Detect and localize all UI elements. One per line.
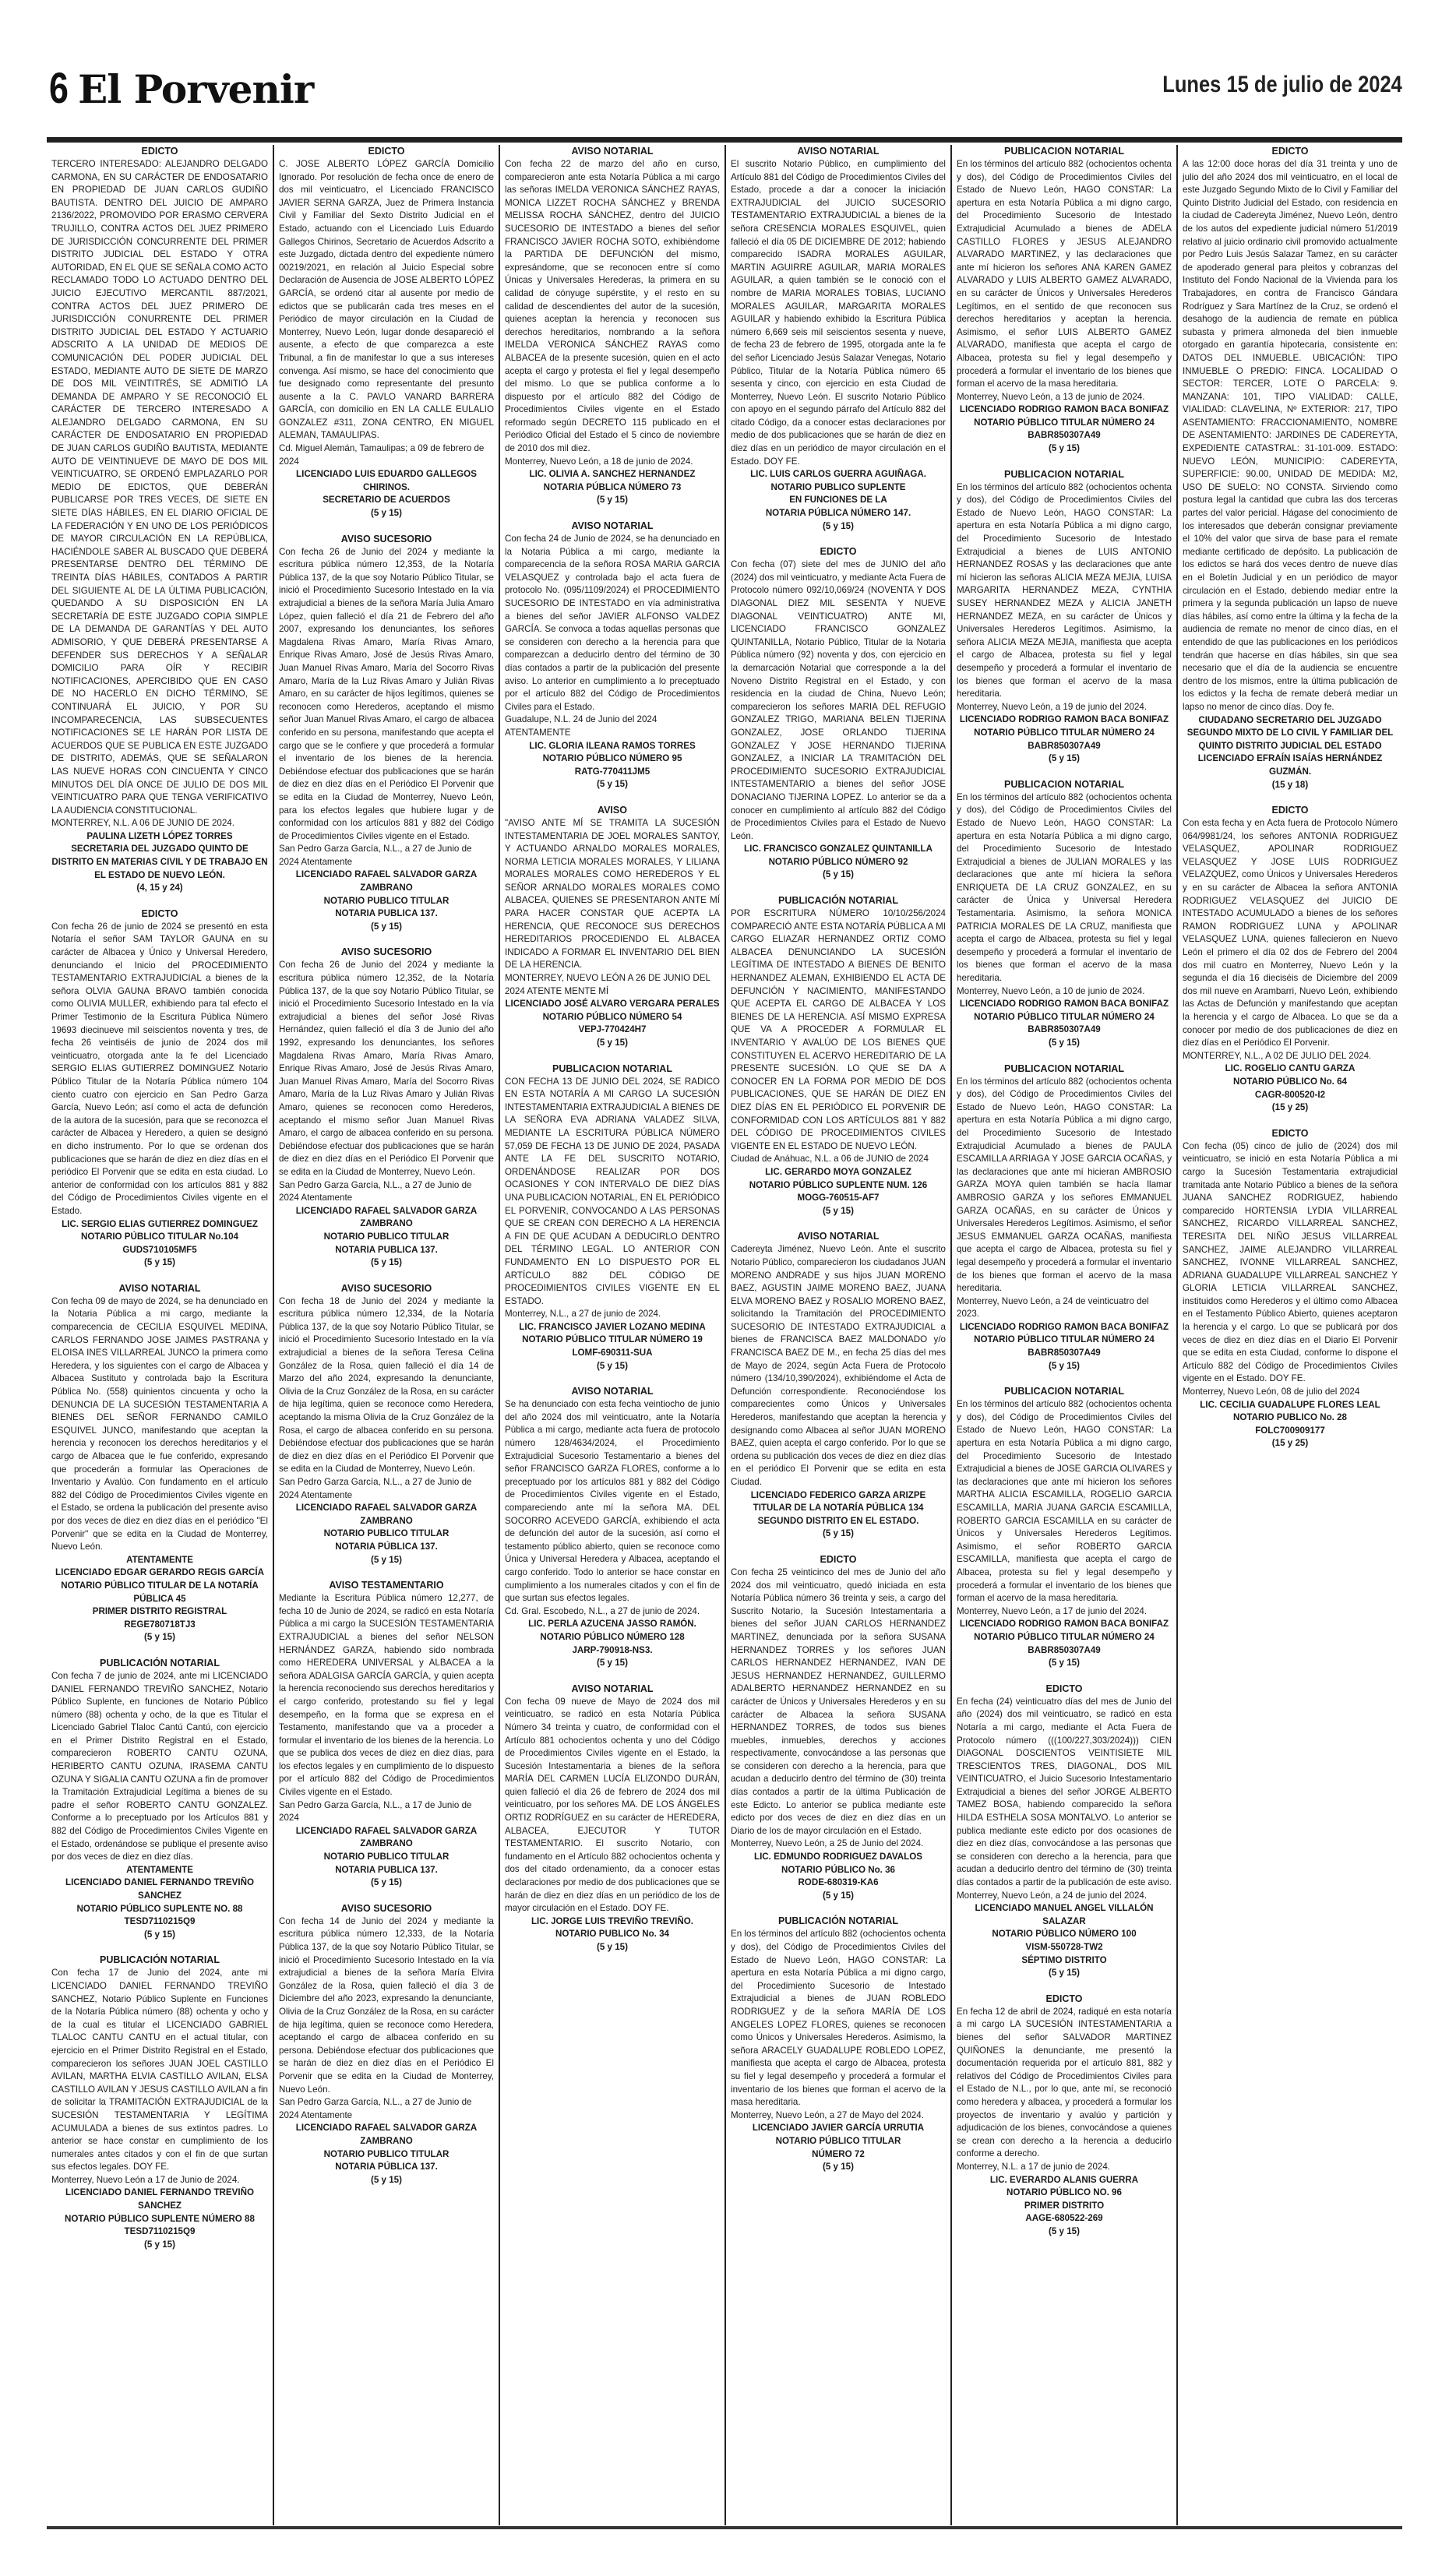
notice-signature-line: RODE-680319-KA6 xyxy=(798,1877,879,1888)
notice-body: CON FECHA 13 DE JUNIO DEL 2024, SE RADICO EN ESTA NOTARÍA A MI CARGO LA SUCESIÓN INTESTAMENTARIA EXTRAJUDICIAL A BIENES DE LA SEÑORA EVA ADRIANA VALADEZ SILVA, MEDIANTE LA ESCRITURA PÚBLICA NÚMERO 57,059 DE FECHA 13 DE JUNIO DE 2024, PASADA ANTE LA FE DEL SUSCRITO NOTARIO, ORDENÁNDOSE REALIZAR POR DOS OCASIONES Y CON INTERVALO DE DIEZ DÍAS UNA PUBLICACION NOTARIAL, EN EL PERIÓDICO EL PORVENIR, CONVOCANDO A LAS PERSONAS QUE SE CREAN CON DERECHO A LA HERENCIA A FIN DE QUE ACUDAN A DEDUCIRLO DENTRO DEL TÉRMINO LEGAL. LO ANTERIOR CON FUNDAMENTO EN LO DISPUESTO POR EL ARTÍCULO 882 DEL CÓDIGO DE PROCEDIMIENTOS CIVILES VIGENTE EN EL ESTADO. xyxy=(505,1076,720,1306)
legal-notice xyxy=(731,1915,946,2173)
notice-signature-line: NOTARIO PÚBLICO NÚMERO 95 xyxy=(542,753,682,764)
legal-notice xyxy=(731,1553,946,1902)
notice-publication-dates: (5 y 15) xyxy=(144,2239,175,2250)
notice-signature-line: PRIMER DISTRITO xyxy=(1024,2200,1105,2211)
notice-publication-dates: (5 y 15) xyxy=(371,1877,402,1888)
notice-title: PUBLICACION NOTARIAL xyxy=(1004,1386,1124,1397)
notice-signature-line: LICENCIADO RAFAEL SALVADOR GARZA ZAMBRANO xyxy=(295,1825,478,1849)
notice-signature-line: JARP-790918-NS3. xyxy=(572,1644,653,1655)
issue-date: Lunes 15 de julio de 2024 xyxy=(1162,72,1402,97)
notice-body: Con esta fecha y en Acta fuera de Protocolo Número 064/9981/24, los señores ANTONIA RODRIGUEZ VELASQUEZ, APOLINAR RODRIGUEZ VELASQUEZ Y JOSE LUIS RODRIGUEZ VELAZQUEZ, como Únicos y Universales Herederos y en su carácter de Albacea la señora ANTONIA RODRIGUEZ VELASQUEZ del JUICIO DE INTESTADO ACUMULADO a bienes de los señores RAMON RODRIGUEZ LUNA y APOLINAR VELASQUEZ LUNA, quienes fallecieron en Nuevo León el primero el día 02 dos de Febrero del 2004 dos mil cuatro en Monterrey, Nuevo León y la segunda el día 16 dieciséis de Diciembre del 2009 dos mil nueve en Arambarri, Nuevo León, exhibiendo las Actas de Defunción y manifestando que aceptan la herencia y el cargo de Albacea. Lo que se da a conocer por medio de dos publicaciones de diez en diez días en el Periódico El Porvenir. xyxy=(1183,818,1398,1048)
legal-notice xyxy=(731,545,946,882)
masthead xyxy=(47,61,1402,131)
notice-publication-dates: (5 y 15) xyxy=(597,1038,628,1048)
notice-signature-line: SÉPTIMO DISTRITO xyxy=(1021,1954,1107,1965)
notice-title: PUBLICACIÓN NOTARIAL xyxy=(778,895,898,907)
notice-place-date: San Pedro Garza García, N.L., a 27 de Junio de 2024 Atentamente xyxy=(279,2097,472,2120)
notice-title: EDICTO xyxy=(1271,146,1309,157)
notice-publication-dates: (5 y 15) xyxy=(597,1658,628,1669)
notice-signature-line: NOTARIO PUBLICO TITULAR xyxy=(323,895,450,906)
notice-signature-line: REGE780718TJ3 xyxy=(124,1619,196,1630)
notice-body: Se ha denunciado con esta fecha veintiocho de junio del año 2024 dos mil veinticuatro, ante la Notaría Pública a mi cargo, mediante acta fuera de protocolo número 128/4634/2024, el Procedimiento Extrajudicial Sucesorio Testamentario a bienes del señor FRANCISCO GARZA FLORES, conforme a lo preceptuado por los artículos 881 y 882 del Código de Procedimientos Civiles vigente en el Estado, compareciendo ante mí la señora MA. DEL SOCORRO ACEVEDO GARCÍA, exhibiendo el acta de defunción del autor de la sucesión, así como el testamento público abierto, quien se reconoce como Única y Universal Heredera y Albacea, aceptando el cargo conferido. Todo lo anterior se hace constar en cumplimiento a los numerales citados y con el fin de que surtan sus efectos legales. xyxy=(505,1399,720,1604)
notice-signature-line: LICENCIADO DANIEL FERNANDO TREVIÑO SANCHEZ xyxy=(65,1877,254,1901)
notice-signature-line: NOTARIO PÚBLICO NÚMERO 92 xyxy=(768,856,908,867)
notice-title: EDICTO xyxy=(1271,805,1309,816)
notice-signature-line: BABR850307A49 xyxy=(1028,1024,1101,1035)
notice-signature-line: LICENCIADO LUIS EDUARDO GALLEGOS CHIRINOS. xyxy=(296,469,477,492)
notice-body: Con fecha 26 de Junio del 2024 y mediante la escritura pública número 12,352, de la Notaría Pública 137, de la que soy Notario Público Titular, se inició el Procedimiento Sucesorio Intestado en la vía extrajudicial a bienes del señor José Rivas Hernández, quien falleció el día 3 de Junio del año 1992, expresando los denunciantes, los señores Magdalena Rivas Amaro, María Rivas Amaro, Enrique Rivas Amaro, José de Jesús Rivas Amaro, Juan Manuel Rivas Amaro, María del Socorro Rivas Amaro, María de la Luz Rivas Amaro y Julián Rivas Amaro, quienes se reconocen como Herederos, aceptando el mismo señor Juan Manuel Rivas Amaro, el cargo de albacea conferido en su persona. Debiéndose efectuar dos publicaciones que se harán de diez en diez días en el Periódico El Porvenir que se edita en la Ciudad de Monterrey, Nuevo León. xyxy=(279,960,494,1177)
legal-notice xyxy=(957,778,1172,1050)
notice-publication-dates: (5 y 15) xyxy=(144,1929,175,1940)
notice-place-date: MONTERREY, N.L., A 02 DE JULIO DEL 2024. xyxy=(1183,1050,1372,1061)
header-rule xyxy=(47,137,1402,143)
legal-notice xyxy=(51,1657,268,1941)
column-4 xyxy=(724,145,950,2525)
notice-publication-dates: (5 y 15) xyxy=(371,2174,402,2185)
notice-body: Con fecha 14 de Junio del 2024 y mediante la escritura pública número 12,333, de la Notaría Pública 137, de la que soy Notario Público Titular, se inició el Procedimiento Sucesorio Intestado en la vía extrajudicial a bienes de la señora María Elvira González de la Rosa, quien falleció el día 3 de Diciembre del año 2023, expresando la denunciante, Olivia de la Cruz González de la Rosa, en su carácter de hija legítima, quien se reconoce como Heredera, aceptando el cargo de albacea conferido en su persona. Debiéndose efectuar dos publicaciones que se harán de diez en diez días en el Periódico El Porvenir que se edita en la Ciudad de Monterrey, Nuevo León. xyxy=(279,1915,494,2095)
notice-signature-line: LICENCIADO RODRIGO RAMON BACA BONIFAZ xyxy=(959,714,1169,725)
legal-notice xyxy=(51,1954,268,2251)
legal-notice xyxy=(731,145,946,533)
notice-signature-line: TESD7110215Q9 xyxy=(124,1916,196,1927)
notice-signature-line: LIC. OLIVIA A. SANCHEZ HERNANDEZ xyxy=(529,469,696,480)
notice-signature-line: LICENCIADO RODRIGO RAMON BACA BONIFAZ xyxy=(959,999,1169,1010)
page-number: 6 xyxy=(49,63,69,112)
legal-notice xyxy=(957,1385,1172,1669)
legal-notice xyxy=(279,1902,494,2187)
notice-publication-dates: (5 y 15) xyxy=(823,1890,854,1901)
legal-notices-grid xyxy=(47,145,1402,2525)
notice-publication-dates: (5 y 15) xyxy=(144,1257,175,1268)
notice-signature-line: LIC. PERLA AZUCENA JASSO RAMÓN. xyxy=(528,1619,696,1630)
notice-publication-dates: (5 y 15) xyxy=(1049,1968,1080,1979)
notice-place-date: Monterrey, Nuevo León, a 24 de junio del 2024. xyxy=(957,1890,1148,1901)
notice-signature-line: VEPJ-770424H7 xyxy=(578,1024,647,1035)
notice-signature-line: NÚMERO 72 xyxy=(812,2148,865,2159)
notice-signature-line: GUDS710105MF5 xyxy=(122,1244,197,1255)
notice-place-date: Monterrey, Nuevo León, a 10 de junio de 2024. xyxy=(957,985,1145,996)
legal-notice xyxy=(957,468,1172,766)
notice-signature-line: LIC. CECILIA GUADALUPE FLORES LEAL xyxy=(1200,1399,1380,1410)
notice-title: AVISO NOTARIAL xyxy=(797,146,880,157)
notice-signature-line: NOTARIO PÚBLICO TITULAR No.104 xyxy=(80,1232,239,1242)
notice-signature-line: TITULAR DE LA NOTARÍA PÚBLICA 134 xyxy=(753,1503,924,1514)
legal-notice xyxy=(957,1062,1172,1373)
notice-signature-line: LIC. LUIS CARLOS GUERRA AGUIÑAGA. xyxy=(750,469,926,480)
legal-notice xyxy=(51,1282,268,1644)
notice-signature-line: NOTARIO PÚBLICO TITULAR NÚMERO 24 xyxy=(974,727,1155,738)
notice-body: El suscrito Notario Público, en cumplimiento del Artículo 881 del Código de Procedimientos Civiles del Estado, procede a dar a conocer la iniciación EXTRAJUDICIAL del JUICIO SUCESORIO TESTAMENTARIO EXTRAJUDICIAL a bienes de la señora CRESENCIA MORALES ESQUIVEL, quien falleció el día 05 DE DICIEMBRE DE 2012; habiendo comparecido ISADRA MORALES AGUILAR, MARTIN AGUIRRE AGUILAR, MARIA MORALES AGUILAR, a quien también se le conoció con el nombre de MARIA MORALES TOBIAS, LUCIANO MORALES AGUILAR, MARGARITA MORALES AGUILAR y habiendo exhibido la Escritura Pública número 6,669 seis mil seiscientos sesenta y nueve, de fecha 23 de febrero de 1995, otorgada ante la fe del señor Licenciado Jesús Salazar Venegas, Notario Público, Titular de la Notaría Pública número 65 sesenta y cinco, con ejercicio en esta Ciudad de Monterrey, Nuevo León. El suscrito Notario Público con apoyo en el segundo párrafo del Artículo 882 del citado Código, da a conocer estas declaraciones por medio de dos publicaciones que se harán de diez en diez días en un periódico de mayor circulación en el Estado. DOY FE. xyxy=(731,159,946,467)
notice-signature-line: LICENCIADO RAFAEL SALVADOR GARZA ZAMBRANO xyxy=(295,869,478,893)
notice-title: PUBLICACION NOTARIAL xyxy=(1004,778,1124,790)
notice-title: PUBLICACIÓN NOTARIAL xyxy=(778,1915,898,1927)
notice-body: En los términos del artículo 882 (ochocientos ochenta y dos), del Código de Procedimientos Civiles del Estado de Nuevo León, HAGO CONSTAR: La apertura en esta Notaría Pública a mi digno cargo, del Procedimiento Sucesorio de Intestado Extrajudicial Acumulado a bienes de PAULA ESCAMILLA ARRIAGA Y JOSE GARCIA OCAÑAS, y las declaraciones que ante mí hicieran AMBROSIO GARZA MOYA quien también se hacía llamar AMBROSIO GARZA y los señores EMMANUEL GARZA OCAÑAS, en su carácter de Únicos y Universales Herederos Legítimos. Asimismo, el señor JESUS EMMANUEL GARZA OCAÑAS, manifiesta que acepta el cargo de Albacea, protesta su fiel y legal desempeño y procederá a formular el inventario de los bienes que forman el acervo de la masa hereditaria. xyxy=(957,1076,1172,1294)
notice-signature-line: NOTARIO PÚBLICO SUPLENTE NUM. 126 xyxy=(749,1179,928,1190)
notice-body: En fecha 12 de abril de 2024, radiqué en esta notaría a mi cargo LA SUCESIÓN INTESTAMENTARIA a bienes del señor SALVADOR MARTINEZ QUIÑONES la denunciante, me presentó la documentación requerida por el artículo 881, 882 y relativos del Código de Procedimientos Civiles para el Estado de N.L., por lo que, ante mí, se reconoció como heredera y albacea, y procederá a formular los proyectos de inventario y avalúo y partición y adjudicación de los bienes, convocándose a quienes se crean con derecho a la herencia a deducirlo conforme a derecho. xyxy=(957,2006,1172,2159)
notice-signature-line: LIC. FRANCISCO JAVIER LOZANO MEDINA xyxy=(519,1321,706,1332)
notice-signature-line: NOTARIO PUBLICO No. 34 xyxy=(555,1929,669,1940)
notice-signature-line: NOTARIA PUBLICA 137. xyxy=(335,1244,438,1255)
notice-publication-dates: (5 y 15) xyxy=(1049,2225,1080,2236)
legal-notice xyxy=(279,1282,494,1566)
notice-body: Con fecha 26 de junio de 2024 se presentó en esta Notaría el señor SAM TAYLOR GAUNA en su carácter de Albacea y Único y Universal Heredero, denunciando el Inicio del PROCEDIMIENTO TESTAMENTARIO EXTRAJUDICIAL a bienes de la señora OLVIA GAUNA BRAVO también conocida como OLIVIA MULLER, exhibiendo para tal efecto el Primer Testimonio de la Escritura Pública Número 19693 diecinueve mil seiscientos noventa y tres, de fecha 26 veintiséis de junio de 2024 dos mil veinticuatro, otorgada ante la fe del Licenciado SERGIO ELIAS GUTIERREZ DOMINGUEZ Notario Público Titular de la Notaría Pública número 104 ciento cuatro con ejercicio en San Pedro Garza García, Nuevo León; así como el acta de defunción de la autora de la sucesión, para que se reconozca el carácter de Albacea y Heredero, a quien se designó en dicho instrumento. Por lo que se ordenan dos publicaciones que se harán de diez en diez días en el periódico El Porvenir que se edita en esta ciudad. Lo anterior de conformidad con los artículos 881 y 882 del Código de Procedimientos Civiles vigente en el Estado. xyxy=(51,921,268,1216)
notice-title: AVISO SUCESORIO xyxy=(340,1282,432,1294)
notice-signature-line: NOTARIO PÚBLICO TITULAR DE LA NOTARÍA PÚBLICA 45 xyxy=(61,1580,259,1604)
notice-signature-line: NOTARIA PÚBLICA NÚMERO 147. xyxy=(765,508,911,519)
legal-notice xyxy=(957,145,1172,456)
notice-signature-line: ATENTAMENTE xyxy=(126,1864,193,1875)
notice-signature-line: NOTARIO PUBLICO TITULAR xyxy=(323,1852,450,1862)
notice-place-date: San Pedro Garza García, N.L., a 17 de Junio de 2024 xyxy=(279,1799,472,1824)
notice-title: AVISO SUCESORIO xyxy=(340,533,432,544)
notice-signature-line: LICENCIADO RAFAEL SALVADOR GARZA ZAMBRANO xyxy=(295,2123,478,2146)
notice-body: En los términos del artículo 882 (ochocientos ochenta y dos), del Código de Procedimientos Civiles del Estado de Nuevo León, HAGO CONSTAR: La apertura en esta Notaría Pública a mi digno cargo, del Procedimiento Sucesorio de Intestado Extrajudicial a bienes de JULIAN MORALES y las declaraciones que ante mí hiciera la señora ENRIQUETA DE LA CRUZ GONZALEZ, en su carácter de Única y Universal Heredera Testamentaria. Asimismo, la señora MONICA PATRICIA MORALES DE LA CRUZ, manifiesta que acepta el cargo de Albacea, protesta su fiel y legal desempeño y procederá a formular el inventario de los bienes que forman el acervo de la masa hereditaria. xyxy=(957,791,1172,984)
notice-signature-line: LIC. ROGELIO CANTU GARZA xyxy=(1225,1063,1356,1074)
legal-notice xyxy=(51,145,268,895)
notice-signature-line: ATENTAMENTE xyxy=(126,1554,193,1565)
notice-place-date: Monterrey, Nuevo León, a 17 de junio del 2024. xyxy=(957,1605,1148,1616)
notice-signature-line: NOTARIO PUBLICO TITULAR xyxy=(323,1231,450,1242)
legal-notice xyxy=(51,907,268,1270)
notice-signature-line: LICENCIADO EFRAÍN ISAÍAS HERNÁNDEZ GUZMÁN. xyxy=(1197,753,1383,777)
notice-place-date: Monterrey, Nuevo León, a 24 de veinticuatro del 2023. xyxy=(957,1295,1149,1320)
notice-body: A las 12:00 doce horas del día 31 treinta y uno de julio del año 2024 dos mil veinticuatro, en el local de este Juzgado Segundo Mixto de lo Civil y Familiar del Quinto Distrito Judicial del Estado, con residencia en la ciudad de Cadereyta Jiménez, Nuevo León, dentro de los autos del expediente judicial número 51/2019 relativo al juicio ordinario civil promovido actualmente por Pedro Luis Jesús Salazar Tamez, en su carácter de apoderado general para pleitos y cobranzas del Instituto del Fondo Nacional de la Vivienda para los Trabajadores, en contra de Francisco Gándara Rodríguez y Sara Martínez de la Cruz, se ordenó el desahogo de la audiencia de remate en pública subasta y primera almoneda del bien inmueble otorgado en garantía hipotecaria, consistente en: DATOS DEL INMUEBLE. UBICACIÓN: TIPO INMUEBLE O PREDIO: FINCA. LOCALIDAD O SECTOR: TERCER, LOTE O PARCELA: 9. MANZANA: 101, TIPO VIALIDAD: CALLE, VIALIDAD: CLAVELINA, Nº EXTERIOR: 217, TIPO ASENTAMIENTO: FRACCIONAMIENTO, NOMBRE DE ASENTAMIENTO: JARDINES DE CADEREYTA, EXPEDIENTE CATASTRAL: 31-101-009. ESTADO: NUEVO LEÓN, MUNICIPIO: CADEREYTA, SUPERFICIE: 90.00, UNIDAD DE MEDIDA: M2, USO DE SUELO: NO CONSTA. Sirviendo como postura legal la cantidad que cubra las dos terceras partes del valor pericial. Hágase del conocimiento de los interesados que deberán consignar previamente el 10% del valor que sirva de base para el remate mediante certificado de depósito. La publicación de los edictos se hará dos veces dentro de nueve días en el Boletín Judicial y en un periódico de mayor circulación en el Estado, debiendo mediar entre la primera y la segunda publicación un lapso de nueve días hábiles, así como entre la última y la fecha de la audiencia de remate no menor de cinco días, en el entendido de que las publicaciones en los periódicos tendrán que hacerse en días hábiles, sin que sea necesario que el día de la audiencia se encuentre dentro de los mismos, entre la última publicación de los edictos y la fecha de remate deberá mediar un lapso no menor de cinco días. Doy fe. xyxy=(1183,159,1398,712)
notice-title: PUBLICACION NOTARIAL xyxy=(1004,468,1124,480)
legal-notice xyxy=(731,1230,946,1541)
notice-signature-line: LIC. GLORIA ILEANA RAMOS TORRES xyxy=(529,740,696,751)
notice-signature-line: NOTARIO PÚBLICO TITULAR NÚMERO 24 xyxy=(974,1011,1155,1022)
notice-signature-line: LIC. FRANCISCO GONZALEZ QUINTANILLA xyxy=(744,844,933,855)
notice-signature-line: LICENCIADO MANUEL ANGEL VILLALÓN SALAZAR xyxy=(975,1903,1154,1926)
legal-notice xyxy=(1183,804,1398,1115)
notice-signature-line: LICENCIADO RODRIGO RAMON BACA BONIFAZ xyxy=(959,404,1169,415)
notice-title: PUBLICACION NOTARIAL xyxy=(1004,146,1124,157)
notice-body: TERCERO INTERESADO: ALEJANDRO DELGADO CARMONA, EN SU CARÁCTER DE ENDOSATARIO EN PROPIEDAD DE JUAN CARLOS GUDIÑO BAUTISTA. DENTRO DEL JUICIO DE AMPARO 2136/2022, PROMOVIDO POR ERASMO CERVERA TRUJILLO, CONTRA ACTOS DEL JUEZ PRIMERO DE JURISDICCIÓN CONCURRENTE DEL PRIMER DISTRITO JUDICIAL DEL ESTADO Y OTRA AUTORIDAD, EN EL QUE SE SEÑALA COMO ACTO RECLAMADO TODO LO ACTUADO DENTRO DEL JUICIO EJECUTIVO MERCANTIL 887/2021, CONTRA ACTOS DEL JUEZ PRIMERO DE JURISDICCIÓN CONURRENTE DEL PRIMER DISTRITO JUDICIAL DEL ESTADO Y ACTUARIO ADSCRITO A LA UNIDAD DE MEDIOS DE COMUNICACIÓN DEL PODER JUDICIAL DEL ESTADO, MEDIANTE AUTO DE SIETE DE MARZO DE DOS MIL VEINTITRÉS, SE ADMITIÓ LA DEMANDA DE AMPARO Y SE RECONOCIÓ EL CARÁCTER DE TERCERO INTERESADO A ALEJANDRO DELGADO CARMONA, EN SU CARÁCTER DE ENDOSATARIO EN PROPIEDAD DE JUAN CARLOS GUDIÑO BAUTISTA, MEDIANTE AUTO DE VEINTINUEVE DE MAYO DE DOS MIL VEINTICUATRO, SE ORDENÓ EMPLAZARLO POR MEDIO DE EDICTOS, QUE DEBERÁN PUBLICARSE POR TRES VECES, DE SIETE EN SIETE DÍAS HÁBILES, EN EL DIARIO OFICIAL DE LA FEDERACIÓN Y EN UNO DE LOS PERIÓDICOS DE MAYOR CIRCULACIÓN EN LA REPÚBLICA, HACIÉNDOLE SABER AL BUSCADO QUE DEBERÁ PRESENTARSE DENTRO DEL TÉRMINO DE TREINTA DÍAS HÁBILES, CONTADOS A PARTIR DEL SIGUIENTE AL DE LA ÚLTIMA PUBLICACIÓN, QUEDANDO A SU DISPOSICIÓN EN LA SECRETARÍA DE ESTE JUZGADO COPIA SIMPLE DE LA DEMANDA DE GARANTÍAS Y DEL AUTO ADMISORIO, Y QUE DEBERÁ PRESENTARSE A DEFENDER SUS DERECHOS Y A SEÑALAR DOMICILIO PARA OÍR Y RECIBIR NOTIFICACIONES, APERCIBIDO QUE EN CASO DE NO HACERLO EN DICHO TÉRMINO, SE CONTINUARÁ EL JUICIO, Y POR SU INCOMPARECENCIA, LAS SUBSECUENTES NOTIFICACIONES SE LE HARÁN POR LISTA DE ACUERDOS QUE SE PUBLICA EN ESTE JUZGADO DE DISTRITO, ADEMÁS, QUE SE SEÑALARON LAS NUEVE HORAS CON CINCUENTA Y CINCO MINUTOS DEL DÍA ONCE DE JULIO DE DOS MIL VEINTICUATRO PARA QUE TENGA VERIFICATIVO LA AUDIENCIA CONSTITUCIONAL. xyxy=(51,159,268,816)
notice-place-date: San Pedro Garza García, N.L., a 27 de Junio de 2024 Atentamente xyxy=(279,1179,472,1203)
notice-signature-line: BABR850307A49 xyxy=(1028,1644,1101,1655)
notice-title: PUBLICACION NOTARIAL xyxy=(1004,1062,1124,1074)
notice-signature-line: SEGUNDO DISTRITO EN EL ESTADO. xyxy=(757,1515,919,1526)
notice-signature-line: BABR850307A49 xyxy=(1028,1348,1101,1358)
notice-signature-line: LIC. JORGE LUIS TREVIÑO TREVIÑO. xyxy=(531,1915,694,1926)
notice-signature-line: LICENCIADO RODRIGO RAMON BACA BONIFAZ xyxy=(959,1619,1169,1630)
notice-title: EDICTO xyxy=(368,146,405,157)
notice-publication-dates: (5 y 15) xyxy=(823,1528,854,1539)
notice-body: Con fecha 22 de marzo del año en curso, comparecieron ante esta Notaría Pública a mi cargo las señoras IMELDA VERONICA SÁNCHEZ RAYAS, MONICA LIZZET ROCHA SÁNCHEZ y BRENDA MELISSA ROCHA SÁNCHEZ, dentro del JUICIO SUCESORIO DE INTESTADO a bienes del señor FRANCISCO JAVIER ROCHA SOTO, exhibiéndome la PARTIDA DE DEFUNCIÓN del mismo, expresándome, que se reconocen entre sí como Únicas y Universales Herederas, la primera en su calidad de cónyuge supérstite, y el resto en su calidad de descendientes del autor de la sucesión, quienes aceptan la herencia y reconocen sus derechos hereditarios, nombrando a la señora IMELDA VERONICA SÁNCHEZ RAYAS como ALBACEA de la presente sucesión, quien en el acto acepta el cargo y protesta el fiel y legal desempeño del mismo. Lo que se publica conforme a lo dispuesto por el artículo 882 del Código de Procedimientos Civiles vigente en el Estado reformado según DECRETO 115 publicado en el Periódico Oficial del Estado el 5 cinco de noviembre de 2010 dos mil diez. xyxy=(505,159,720,454)
notice-body: Con fecha 24 de Junio de 2024, se ha denunciado en la Notaria Pública a mi cargo, mediante la comparecencia de la señora ROSA MARIA GARCIA VELASQUEZ y controlada bajo el acta fuera de protocolo No. (095/1109/2024) el PROCEDIMIENTO SUCESORIO DE INTESTADO en vía administrativa a bienes del señor JAVIER ALFONSO VALDEZ GARCÍA. Se convoca a todas aquellas personas que se consideren con derecho a la herencia para que comparezcan a deducirlo dentro del término de 30 días contados a partir de la publicación del presente aviso. Lo anterior en cumplimiento a lo preceptuado por el artículo 882 del Código de Procedimientos Civiles para el Estado. xyxy=(505,534,720,712)
notice-signature-line: NOTARIA PÚBLICA 137. xyxy=(335,2162,438,2173)
notice-signature-line: NOTARIO PÚBLICO TITULAR NÚMERO 19 xyxy=(522,1334,703,1345)
notice-body: Con fecha (07) siete del mes de JUNIO del año (2024) dos mil veinticuatro, y mediante Acta Fuera de Protocolo número 092/10,069/24 (NOVENTA Y DOS DIAGONAL DIEZ MIL SESENTA Y NUEVE DIAGONAL VEINTICUATRO) ANTE MI, LICENCIADO FRANCISCO GONZALEZ QUINTANILLA, Notario Público, Titular de la Notaria Pública número (92) noventa y dos, con ejercicio en la demarcación Notarial que corresponde a la del Noveno Distrito Registral en el Estado, y con residencia en la ciudad de China, Nuevo León; comparecieron los señores MARIA DEL REFUGIO GONZALEZ TRIGO, MARIANA BELEN TIJERINA GONZALEZ, JOSE ORLANDO TIJERINA GONZALEZ Y JOSE HERNANDO TIJERINA GONZALEZ, a INICIAR LA TRAMITACIÓN DEL PROCEDIMIENTO SUCESORIO EXTRAJUDICIAL INTESTAMENTARIO a bienes del señor JOSE DONACIANO TIJERINA LOPEZ. Lo anterior se da a conocer en cumplimiento al artículo 882 del Código de Procedimientos Civiles para el Estado de Nuevo León. xyxy=(731,559,946,841)
notice-signature-line: LIC. EVERARDO ALANIS GUERRA xyxy=(989,2174,1139,2185)
notice-publication-dates: (5 y 15) xyxy=(597,779,628,790)
notice-signature-line: BABR850307A49 xyxy=(1028,430,1101,441)
notice-publication-dates: (5 y 15) xyxy=(1049,1360,1080,1371)
notice-signature-line: LICENCIADO JOSÉ ALVARO VERGARA PERALES xyxy=(505,999,720,1010)
legal-notice xyxy=(957,1993,1172,2239)
notice-title: AVISO NOTARIAL xyxy=(571,146,654,157)
notice-title: EDICTO xyxy=(1045,1993,1083,2004)
notice-signature-line: LICENCIADO RAFAEL SALVADOR GARZA ZAMBRANO xyxy=(295,1205,478,1229)
legal-notice xyxy=(957,1683,1172,1980)
notice-place-date: San Pedro Garza García, N.L., a 27 de Junio de 2024 Atentamente xyxy=(279,844,472,867)
notice-title: EDICTO xyxy=(141,907,178,919)
notice-place-date: Monterrey, Nuevo León, a 25 de Junio del 2024. xyxy=(731,1838,924,1849)
legal-notice xyxy=(279,533,494,934)
notice-body: Con fecha 18 de Junio del 2024 y mediante la escritura pública número 12,334, de la Notaría Pública 137, de la que soy Notario Público Titular, se inició el Procedimiento Sucesorio Intestado en la vía extrajudicial a bienes de la señora Teresa Celina González de la Rosa, quien falleció el día 14 de Marzo del año 2024, expresando la denunciante, Olivia de la Cruz González de la Rosa, en su carácter de hija legítima, quien se reconoce como Heredera, aceptando la misma Olivia de la Cruz González de la Rosa, el cargo de albacea conferido en su persona. Debiéndose efectuar dos publicaciones que se harán de diez en diez días en el Periódico El Porvenir que se edita en la Ciudad de Monterrey, Nuevo León. xyxy=(279,1295,494,1475)
notice-place-date: Cd. Miguel Alemán, Tamaulipas; a 09 de febrero de 2024 xyxy=(279,443,485,467)
notice-publication-dates: (5 y 15) xyxy=(371,1257,402,1268)
notice-body: En los términos del artículo 882 (ochocientos ochenta y dos), del Código de Procedimientos Civiles del Estado de Nuevo León, HAGO CONSTAR: La apertura en esta Notaría Pública a mi digno cargo, del Procedimiento Sucesorio de Intestado Extrajudicial a bienes de JUAN ROBLEDO RODRIGUEZ y de la señora MARÍA DE LOS ANGELES LOPEZ FLORES, quienes se reconocen como Únicos y Universales Herederos. Asimismo, la señora ARACELY GUADALUPE ROBLEDO LOPEZ, manifiesta que acepta el cargo de Albacea, protesta su fiel y legal desempeño y procederá a formular el inventario de los bienes que forman el acervo de la masa hereditaria. xyxy=(731,1929,946,2108)
notice-publication-dates: (5 y 15) xyxy=(371,508,402,519)
legal-notice xyxy=(505,1385,720,1669)
column-6 xyxy=(1176,145,1402,2525)
notice-title: AVISO SUCESORIO xyxy=(340,946,432,958)
notice-signature-line: NOTARIO PUBLICO TITULAR xyxy=(323,2148,450,2159)
legal-notice xyxy=(279,145,494,520)
notice-title: AVISO SUCESORIO xyxy=(340,1902,432,1914)
notice-title: AVISO TESTAMENTARIO xyxy=(329,1580,444,1591)
notice-signature-line: NOTARIO PÚBLICO NÚMERO 100 xyxy=(992,1929,1137,1940)
notice-place-date: San Pedro Garza García, N.L., a 27 de Junio de 2024 Atentamente xyxy=(279,1477,472,1500)
notice-body: Con fecha 7 de junio de 2024, ante mi LICENCIADO DANIEL FERNANDO TREVIÑO SANCHEZ, Notario Público Suplente, en funciones de Notario Público número (88) ochenta y ocho, de la que es Titular el Licenciado Gabriel Tlaloc Cantú Cantú, con ejercicio en el Primer Distrito Registral en el Estado, comparecieron ROBERTO CANTU OZUNA, HERIBERTO CANTU OZUNA, IRASEMA CANTU OZUNA Y SIGALIA CANTU OZUNA a fin de promover la Tramitación Extrajudicial Legítima a bienes de su padre el señor ROBERTO CANTU GONZALEZ. Conforme a lo preceptuado por los Artículos 881 y 882 del Código de Procedimientos Civiles Vigente en el Estado, ordenándose se publique el presente aviso por dos veces de diez en diez días. xyxy=(51,1670,268,1862)
notice-signature-line: NOTARIO PUBLICO No. 28 xyxy=(1232,1412,1347,1423)
notice-signature-line: CAGR-800520-I2 xyxy=(1254,1089,1326,1100)
notice-title: AVISO xyxy=(598,804,627,816)
notice-signature-line: TESD7110215Q9 xyxy=(124,2226,196,2237)
notice-signature-line: PRIMER DISTRITO REGISTRAL xyxy=(92,1606,227,1617)
notice-body: Con fecha 17 de Junio del 2024, ante mi LICENCIADO DANIEL FERNANDO TREVIÑO SANCHEZ, Notario Público Suplente en Funciones de la Notaría Pública número (88) ochenta y ocho y de la cual es titular el LICENCIADO GABRIEL TLALOC CANTU CANTU en el actual titular, con ejercicio en el Primer Distrito Registral en el Estado, comparecieron los señores JUAN JOEL CASTILLO AVILAN, MARTHA ELVIA CASTILLO AVILAN, ELSA CASTILLO AVILAN Y JESUS CASTILLO AVILAN a fin de solicitar la TRAMITACIÓN EXTRAJUDICIAL de la SUCESIÓN TESTAMENTARIA Y LEGÍTIMA ACUMULADA a bienes de sus extintos padres. Lo anterior se hace constar en cumplimiento de los numerales antes citados y con el fin de que surtan sus efectos legales. DOY FE. xyxy=(51,1968,268,2173)
footer-rule xyxy=(47,2526,1402,2529)
notice-place-date: Monterrey, N.L., a 27 de junio de 2024. xyxy=(505,1309,661,1320)
legal-notice xyxy=(279,946,494,1269)
notice-publication-dates: (5 y 15) xyxy=(823,869,854,880)
legal-notice xyxy=(505,804,720,1050)
notice-place-date: Ciudad de Anáhuac, N.L. a 06 de JUNIO de 2024 xyxy=(731,1154,929,1165)
notice-signature-line: NOTARIO PUBLICO SUPLENTE xyxy=(770,481,906,492)
notice-title: PUBLICACIÓN NOTARIAL xyxy=(100,1657,220,1669)
notice-title: AVISO NOTARIAL xyxy=(571,1386,654,1397)
notice-publication-dates: (5 y 15) xyxy=(371,921,402,932)
notice-signature-line: NOTARIA PUBLICA 137. xyxy=(335,1864,438,1875)
notice-body: En los términos del artículo 882 (ochocientos ochenta y dos), del Código de Procedimientos Civiles del Estado de Nuevo León, HAGO CONSTAR: La apertura en esta Notaría Pública a mi digno cargo, del Procedimiento Sucesorio de Intestado Extrajudicial a bienes de LUIS ANTONIO HERNANDEZ ROSAS y las declaraciones que ante mí hicieron las señoras ALICIA MEZA MEJIA, LUISA MARGARITA HERNANDEZ MEZA, CYNTHIA SUSEY HERNANDEZ MEZA y ALICIA JANETH HERNANDEZ MEZA, en su carácter de Únicos y Universales Herederos Legítimos. Asimismo, la señora ALICIA MEZA MEJIA, manifiesta que acepta el cargo de Albacea, protesta su fiel y legal desempeño y procederá a formular el inventario de los bienes que forman el acervo de la masa hereditaria. xyxy=(957,481,1172,700)
notice-signature-line: SECRETARIA DEL JUZGADO QUINTO DE DISTRITO EN MATERIAS CIVIL Y DE TRABAJO EN EL ESTADO DE NUEVO LEÓN. xyxy=(51,844,268,880)
notice-signature-line: LICENCIADO RAFAEL SALVADOR GARZA ZAMBRANO xyxy=(295,1503,478,1526)
notice-signature-line: RATG-770411JM5 xyxy=(574,766,650,777)
notice-body: C. JOSE ALBERTO LÓPEZ GARCÍA Domicilio Ignorado. Por resolución de fecha once de enero de dos mil veinticuatro, el Licenciado FRANCISCO JAVIER SERNA GARZA, Juez de Primera Instancia Civil y Familiar del Sexto Distrito Judicial en el Estado, actuando con el Licenciado Luis Eduardo Gallegos Chirinos, Secretario de Acuerdos Adscrito a este Juzgado, dictada dentro del expediente número 00219/2021, en relación al Juicio Especial sobre Declaración de Ausencia de JOSE ALBERTO LÓPEZ GARCÍA, se ordenó citar al ausente por medio de edictos que se publicarán cada tres meses en el Periódico de mayor circulación en la Ciudad de Monterrey, Nuevo León, lugar donde desapareció el ausente, a efecto de que comparezca a este Tribunal, a fin de manifestar lo que a sus intereses convenga. Así mismo, se hace del conocimiento que fue designado como representante del presunto ausente a la C. PAVLO VANARD BARRERA GARCÍA, con domicilio en EN LA CALLE EULALIO GONZALEZ #311, ZONA CENTRO, EN MIGUEL ALEMAN, TAMAULIPAS. xyxy=(279,159,494,441)
notice-signature-line: LICENCIADO JAVIER GARCÍA URRUTIA xyxy=(752,2123,925,2134)
notice-publication-dates: (4, 15 y 24) xyxy=(136,883,183,893)
notice-signature-line: LICENCIADO DANIEL FERNANDO TREVIÑO SANCHEZ xyxy=(65,2187,254,2211)
notice-body: En los términos del artículo 882 (ochocientos ochenta y dos), del Código de Procedimientos Civiles del Estado de Nuevo León, HAGO CONSTAR: La apertura en esta Notaría Pública a mi digno cargo, del Procedimiento Sucesorio de Intestado Extrajudicial Acumulado a bienes de ADELA CASTILLO FLORES y JESUS ALEJANDRO ALVARADO MARTINEZ, y las declaraciones que ante mí hicieron los señores ANA KAREN GAMEZ ALVARADO y LUIS ALBERTO GAMEZ ALVARADO, en su carácter de Únicos y Universales Herederos Legítimos, en el sentido de que reconocen sus derechos hereditarios y aceptan la herencia. Asimismo, el señor LUIS ALBERTO GAMEZ ALVARADO, manifiesta que acepta el cargo de Albacea, protesta su fiel y legal desempeño y procederá a formular el inventario de los bienes que forman el acervo de la masa hereditaria. xyxy=(957,159,1172,389)
notice-place-date: Monterrey, Nuevo León a 17 de Junio de 2024. xyxy=(51,2174,240,2185)
notice-publication-dates: (5 y 15) xyxy=(371,1554,402,1565)
notice-signature-line: VISM-550728-TW2 xyxy=(1025,1942,1103,1952)
legal-notice xyxy=(505,1683,720,1954)
notice-body: POR ESCRITURA NÚMERO 10/10/256/2024 COMPARECIÓ ANTE ESTA NOTARÍA PÚBLICA A MI CARGO ELIAZAR HERNANDEZ ORTIZ COMO ALBACEA DENUNCIANDO LA SUCESIÓN LEGÍTIMA DE INTESTADO A BIENES DE BENITO HERNANDEZ ALEMAN, EXHIBIENDO EL ACTA DE DEFUNCIÓN Y NACIMIENTO, MANIFESTANDO QUE ACEPTA EL CARGO DE ALBACEA Y LOS BIENES DE LA HERENCIA. ASÍ MISMO EXPRESA QUE VA A PROCEDER A FORMULAR EL INVENTARIO Y AVALÚO DE LOS BIENES QUE CONSTITUYEN EL ACERVO HEREDITARIO DE LA PRESENTE SUCESIÓN. LO QUE SE DA A CONOCER EN LA FORMA POR MEDIO DE DOS PUBLICACIONES, QUE SE HARÁN DE DIEZ EN DIEZ DÍAS EN EL PERIÓDICO EL PORVENIR DE CONFORMIDAD CON LOS ARTÍCULOS 881 Y 882 DEL CÓDIGO DE PROCEDIMIENTOS CIVILES VIGENTE EN EL ESTADO DE NUEVO LEÓN. xyxy=(731,908,946,1151)
notice-place-date: MONTERREY, N.L. A 06 DE JUNIO DE 2024. xyxy=(51,818,234,829)
notice-publication-dates: (5 y 15) xyxy=(1049,1038,1080,1048)
notice-signature-line: LIC. SERGIO ELIAS GUTIERREZ DOMINGUEZ xyxy=(62,1218,258,1229)
notice-title: EDICTO xyxy=(820,546,857,558)
notice-body: Con fecha (05) cinco de julio de (2024) dos mil veinticuatro, se inició en esta Notaría Pública a mi cargo la Sucesión Testamentaria extrajudicial tramitada ante Notario Público a bienes de la señora JUANA SANCHEZ RODRIGUEZ, habiendo comparecido HORTENSIA LYDIA VILLARREAL SANCHEZ, RICARDO VILLARREAL SANCHEZ, TERESITA DEL NIÑO JESUS VILLARREAL SANCHEZ, JAIME ALEJANDRO VILLARREAL SANCHEZ, IVONNE VILLARREAL SANCHEZ, ADRIANA GUADALUPE VILLARREAL SANCHEZ Y GLORIA LETICIA VILLARREAL SANCHEZ, instituidos como Herederos y el último como Albacea en el Testamento Público Abierto, quienes aceptaron la herencia y el cargo. Lo que se publicará por dos veces de diez en diez días en el Diario El Porvenir que se edita en esta Ciudad, conforme lo dispone el Artículo 882 del Código de Procedimientos Civiles vigente en el Estado. DOY FE. xyxy=(1183,1140,1398,1384)
notice-publication-dates: (5 y 15) xyxy=(144,1632,175,1643)
notice-signature-line: NOTARIO PÚBLICO TITULAR NÚMERO 24 xyxy=(974,417,1155,428)
notice-signature-line: NOTARIO PÚBLICO SUPLENTE NÚMERO 88 xyxy=(65,2213,255,2224)
notice-title: EDICTO xyxy=(1271,1127,1309,1139)
legal-notice xyxy=(1183,145,1398,791)
notice-title: EDICTO xyxy=(1045,1683,1083,1694)
legal-notice xyxy=(1183,1127,1398,1450)
notice-title: EDICTO xyxy=(820,1553,857,1565)
notice-publication-dates: (5 y 15) xyxy=(1049,1658,1080,1669)
notice-publication-dates: (5 y 15) xyxy=(823,1205,854,1216)
column-2 xyxy=(273,145,499,2525)
notice-signature-line: NOTARIA PUBLICA 137. xyxy=(335,908,438,919)
notice-title: AVISO NOTARIAL xyxy=(571,520,654,532)
notice-signature-line: MOGG-760515-AF7 xyxy=(797,1193,880,1203)
notice-place-date: Cd. Gral. Escobedo, N.L., a 27 de junio de 2024. xyxy=(505,1605,700,1616)
notice-signature-line: NOTARIO PÚBLICO TITULAR NÚMERO 24 xyxy=(974,1334,1155,1345)
notice-title: AVISO NOTARIAL xyxy=(797,1231,880,1242)
notice-body: Cadereyta Jiménez, Nuevo León. Ante el suscrito Notario Público, comparecieron los ciudadanos JUAN MORENO ANDRADE y sus hijos JUAN MORENO BAEZ, AGUSTIN JAIME MORENO BAEZ, JUANA ELVA MORENO BAEZ y ROSALIO MORENO BAEZ, solicitando la Tramitación del PROCEDIMIENTO SUCESORIO DE INTESTADO EXTRAJUDICIAL a bienes de FRANCISCA BAEZ MALDONADO y/o FRANCISCA BAEZ DE M., en fecha 25 días del mes de Mayo de 2024, según Acta Fuera de Protocolo número (134/10,390/2024), exhibiéndome el Acta de Defunción correspondiente. Reconociéndose los comparecientes como Únicos y Universales Herederos, manifestando que aceptan la herencia y designando como Albacea al señor JUAN MORENO BAEZ, quien acepta el cargo conferido. Por lo que se ordena su publicación dos veces de diez en diez días en el periódico El Porvenir que se edita en esta Ciudad. xyxy=(731,1244,946,1487)
notice-signature-line: BABR850307A49 xyxy=(1028,740,1101,751)
notice-signature-line: LICENCIADO FEDERICO GARZA ARIZPE xyxy=(750,1489,926,1500)
newspaper-title: El Porvenir xyxy=(78,66,314,112)
notice-signature-line: NOTARIO PUBLICO TITULAR xyxy=(323,1528,450,1539)
column-3 xyxy=(499,145,724,2525)
notice-publication-dates: (15 y 18) xyxy=(1271,779,1309,790)
notice-place-date: Monterrey, Nuevo León, a 19 de junio del 2024. xyxy=(957,701,1148,712)
notice-publication-dates: (5 y 15) xyxy=(597,1942,628,1952)
notice-place-date: Monterrey, Nuevo León, a 18 de junio de 2024. xyxy=(505,456,693,467)
notice-publication-dates: (5 y 15) xyxy=(597,495,628,506)
notice-signature-line: NOTARIA PÚBLICA NÚMERO 73 xyxy=(543,481,682,492)
notice-body: Con fecha 25 veinticinco del mes de Junio del año 2024 dos mil veinticuatro, quedó iniciada en esta Notaría Pública número 36 treinta y seis, a cargo del Suscrito Notario, la Sucesión Intestamentaria a bienes del señor JUAN CARLOS HERNANDEZ MARTINEZ, denunciada por la señora SUSANA HERNANDEZ TORRES y los señores JUAN CARLOS HERNANDEZ HERNANDEZ, IVAN DE JESUS HERNANDEZ HERNANDEZ, GUILLERMO ADALBERTO HERNANDEZ HERNANDEZ en su carácter de Únicos y Universales Herederos y en su carácter de Albacea la señora SUSANA HERNANDEZ TORRES, de todos sus bienes muebles, inmuebles, derechos y acciones respectivamente, convocándose a las personas que se consideren con derecho a la herencia, para que acudan a deducirlo dentro del término de (30) treinta días contados a partir de la última Publicación de este Edicto. Lo anterior se publica mediante este edicto por dos veces de diez en diez días en un Diario de los de mayor circulación en el Estado. xyxy=(731,1566,946,1836)
notice-signature-line: LICENCIADO RODRIGO RAMON BACA BONIFAZ xyxy=(959,1321,1169,1332)
notice-publication-dates: (15 y 25) xyxy=(1271,1102,1309,1113)
notice-signature-line: NOTARIO PÚBLICO TITULAR NÚMERO 24 xyxy=(974,1631,1155,1642)
notice-body: "AVISO ANTE MÍ SE TRAMITA LA SUCESIÓN INTESTAMENTARIA DE JOEL MORALES SANTOY, Y ACTUANDO ARNALDO MORALES MORALES, NORMA LETICIA MORALES MORALES, Y LILIANA MORALES MORALES COMO HEREDEROS Y EL SEÑOR ARNALDO MORALES MORALES COMO ALBACEA, QUIENES SE PRESENTARON ANTE MÍ PARA HACER CONSTAR QUE ACEPTA LA HERENCIA, QUE RECONOCE SUS DERECHOS HEREDITARIOS PROCEDIENDO EL ALBACEA INDICADO A FORMAR EL INVENTARIO DEL BIEN DE LA HERENCIA. xyxy=(505,817,720,971)
notice-signature-line: LICENCIADO EDGAR GERARDO REGIS GARCÍA xyxy=(55,1567,264,1578)
column-1 xyxy=(47,145,273,2525)
column-5 xyxy=(950,145,1176,2525)
notice-signature-line: NOTARIO PÚBLICO NO. 96 xyxy=(1007,2187,1122,2198)
notice-signature-line: AAGE-680522-269 xyxy=(1025,2213,1103,2224)
notice-body: Con fecha 09 de mayo de 2024, se ha denunciado en la Notaria Pública a mi cargo, mediante la comparecencia de CECILIA ESQUIVEL MEDINA, CARLOS FERNANDO JOSE JAIMES PASTRANA y ELOISA INES VILLARREAL JUNCO la primera como Heredera, y los siguientes con el cargo de Albacea y Albacea Sustituto y controlada bajo la Escritura Pública No. (558) quinientos cincuenta y ocho la DENUNCIA DE LA SUCESIÓN TESTAMENTARIA A BIENES DEL SEÑOR FERNANDO CAMILO ESQUIVEL JUNCO, manifestando que aceptan la herencia y reconocen los derechos hereditarios y el cargo de Albacea que le fue conferido, expresando que procederán a formular las Operaciones de Inventario y Avalúo. Con fundamento en el artículo 882 del Código de Procedimientos Civiles vigente en el Estado, se ordena la publicación del presente aviso por dos veces de diez en diez días en el periódico "El Porvenir" que se edita en la Ciudad de Monterrey, Nuevo León. xyxy=(51,1295,268,1552)
notice-signature-line: NOTARIO PÚBLICO SUPLENTE NO. 88 xyxy=(76,1903,243,1914)
notice-place-date: Guadalupe, N.L. 24 de Junio del 2024 ATENTAMENTE xyxy=(505,714,658,738)
notice-signature-line: CIUDADANO SECRETARIO DEL JUZGADO SEGUNDO MIXTO DE LO CIVIL Y FAMILIAR DEL QUINTO DISTRITO JUDICIAL DEL ESTADO xyxy=(1186,714,1394,751)
legal-notice xyxy=(505,145,720,507)
notice-publication-dates: (5 y 15) xyxy=(1049,753,1080,764)
notice-signature-line: NOTARIO PÚBLICO TITULAR xyxy=(775,2135,901,2146)
notice-place-date: Monterrey, Nuevo León, a 27 de Mayo del 2024. xyxy=(731,2109,924,2120)
notice-title: PUBLICACION NOTARIAL xyxy=(552,1062,672,1074)
legal-notice xyxy=(505,1062,720,1373)
notice-body: Con fecha 09 nueve de Mayo de 2024 dos mil veinticuatro, se radicó en esta Notaría Pública Número 34 treinta y cuatro, de conformidad con el Artículo 881 ochocientos ochenta y uno del Código de Procedimientos Civiles vigente en el Estado, la Sucesión Intestamentaria a bienes de la señora MARÍA DEL CARMEN LUCÍA ELIZONDO DURÁN, quien falleció el día 26 de febrero de 2024 dos mil veinticuatro, por los señores MA. DE LOS ÁNGELES ORTIZ RODRÍGUEZ en su carácter de HEREDERA, ALBACEA, EJECUTOR Y TUTOR TESTAMENTARIO. El suscrito Notario, con fundamento en el Artículo 882 ochocientos ochenta y dos del citado ordenamiento, da a conocer estas declaraciones por medio de dos publicaciones que se harán de diez en diez días en un periódico de los de mayor circulación en el Estado. DOY FE. xyxy=(505,1696,720,1914)
notice-title: AVISO NOTARIAL xyxy=(571,1683,654,1694)
notice-signature-line: LIC. EDMUNDO RODRIGUEZ DAVALOS xyxy=(754,1852,922,1862)
notice-publication-dates: (5 y 15) xyxy=(1049,443,1080,454)
notice-place-date: Monterrey, Nuevo León, a 13 de junio de 2024. xyxy=(957,391,1145,402)
notice-place-date: Monterrey, N.L. a 17 de junio de 2024. xyxy=(957,2161,1111,2172)
notice-publication-dates: (5 y 15) xyxy=(823,2162,854,2173)
notice-signature-line: NOTARIA PÚBLICA 137. xyxy=(335,1541,438,1552)
legal-notice xyxy=(505,520,720,791)
notice-publication-dates: (15 y 25) xyxy=(1271,1438,1309,1449)
notice-body: Con fecha 26 de Junio del 2024 y mediante la escritura pública número 12,353, de la Notaría Pública 137, de la que soy Notario Público Titular, se inició el Procedimiento Sucesorio Intestado en la vía extrajudicial a bienes de la señora María Julia Amaro López, quien falleció el día 21 de Febrero del año 2007, expresando los denunciantes, los señores Magdalena Rivas Amaro, María Rivas Amaro, Enrique Rivas Amaro, José de Jesús Rivas Amaro, Juan Manuel Rivas Amaro, María del Socorro Rivas Amaro, María de la Luz Rivas Amaro y Julián Rivas Amaro, en su carácter de hijos legítimos, quienes se reconocen como Herederos, aceptando el mismo señor Juan Manuel Rivas Amaro, el cargo de albacea conferido en su persona, manifestando que acepta el cargo que se le confiere y que procederá a formular el inventario de los bienes de la herencia. Debiéndose efectuar dos publicaciones que se harán de diez en diez días en el Periódico El Porvenir que se edita en la Ciudad de Monterrey, Nuevo León, para los efectos legales que hubiere lugar y de conformidad con los artículos 881 y 882 del Código de Procedimientos Civiles vigente en el Estado. xyxy=(279,546,494,841)
notice-signature-line: PAULINA LIZETH LÓPEZ TORRES xyxy=(86,830,233,841)
legal-notice xyxy=(279,1579,494,1890)
notice-signature-line: NOTARIO PÚBLICO No. 36 xyxy=(781,1864,895,1875)
notice-place-date: MONTERREY, NUEVO LEÓN A 26 DE JUNIO DEL 2024 ATENTE MENTE MÍ xyxy=(505,973,710,996)
notice-publication-dates: (5 y 15) xyxy=(823,520,854,531)
notice-signature-line: NOTARIO PÚBLICO No. 64 xyxy=(1232,1076,1347,1087)
notice-place-date: Monterrey, Nuevo León, 08 de julio del 2024 xyxy=(1183,1387,1360,1397)
newspaper-logo xyxy=(47,61,313,117)
notice-publication-dates: (5 y 15) xyxy=(597,1360,628,1371)
notice-title: AVISO NOTARIAL xyxy=(118,1282,201,1294)
notice-signature-line: NOTARIO PÚBLICO NÚMERO 128 xyxy=(540,1631,685,1642)
legal-notice xyxy=(731,894,946,1218)
notice-signature-line: LIC. GERARDO MOYA GONZALEZ xyxy=(765,1166,911,1177)
notice-signature-line: NOTARIO PÚBLICO NÚMERO 54 xyxy=(542,1011,682,1022)
notice-signature-line: EN FUNCIONES DE LA xyxy=(789,495,887,506)
notice-signature-line: SECRETARIO DE ACUERDOS xyxy=(323,495,450,506)
notice-body: En fecha (24) veinticuatro días del mes de Junio del año (2024) dos mil veinticuatro, se radicó en esta Notaría a mi cargo, mediante el Acta Fuera de Protocolo número (((100/227,303/2024))) CIEN DIAGONAL DOSCIENTOS VEINTISIETE MIL TRESCIENTOS TRES, DIAGONAL, DOS MIL VEINTICUATRO, el Juicio Sucesorio Intestamentario Extrajudicial a bienes del señor JORGE ALBERTO TAMEZ BOSA, habiendo comparecido la señora HILDA ESTHELA SOSA MONTALVO. Lo anterior se publica mediante este edicto por dos ocasiones de diez en diez días, convocándose a las personas que se consideren con derecho a la herencia, para que acudan a deducirlo dentro del término de (30) treinta días contados a partir de la publicación de este aviso. xyxy=(957,1696,1172,1888)
notice-signature-line: FOLC700909177 xyxy=(1255,1425,1325,1436)
notice-signature-line: LOMF-690311-SUA xyxy=(572,1348,653,1358)
notice-body: En los términos del artículo 882 (ochocientos ochenta y dos), del Código de Procedimientos Civiles del Estado de Nuevo León, HAGO CONSTAR: La apertura en esta Notaría Pública a mi digno cargo, del Procedimiento Sucesorio de Intestado Extrajudicial a bienes de JOSE GARCIA OLIVARES y las declaraciones que ante mí hicieron los señores MARTHA ALICIA ESCAMILLA, ROGELIO GARCIA ESCAMILLA, MARIA JUANA GARCIA ESCAMILLA, ROBERTO GARCIA ESCAMILLA en su carácter de Únicos y Universales Herederos Legítimos. Asimismo, el señor ROBERTO GARCIA ESCAMILLA, manifiesta que acepta el cargo de Albacea, protesta su fiel y legal desempeño y procederá a formular el inventario de los bienes que forman el acervo de la masa hereditaria. xyxy=(957,1399,1172,1604)
notice-title: EDICTO xyxy=(141,146,178,157)
notice-title: PUBLICACIÓN NOTARIAL xyxy=(100,1954,220,1966)
notice-body: Mediante la Escritura Pública número 12,277, de fecha 10 de Junio de 2024, se radicó en esta Notaría Pública a mi cargo la SUCESIÓN TESTAMENTARIA EXTRAJUDICIAL a bienes del señor NELSON HERNÁNDEZ GARZA, habiendo sido nombrada como HEREDERA UNIVERSAL y ALBACEA a la señora ADALGISA GARCÍA GARCÍA, y quien acepta la herencia reconociendo sus derechos hereditarios y el cargo conferido, protestando su fiel y legal desempeño, en la forma que se expresa en el Testamento, manifestando que va a proceder a formular el inventario de los bienes de la herencia. Lo que se publica dos veces de diez en diez días, para los efectos legales y en cumplimiento de lo dispuesto por el artículo 882 del Código de Procedimientos Civiles vigente en el Estado. xyxy=(279,1593,494,1798)
